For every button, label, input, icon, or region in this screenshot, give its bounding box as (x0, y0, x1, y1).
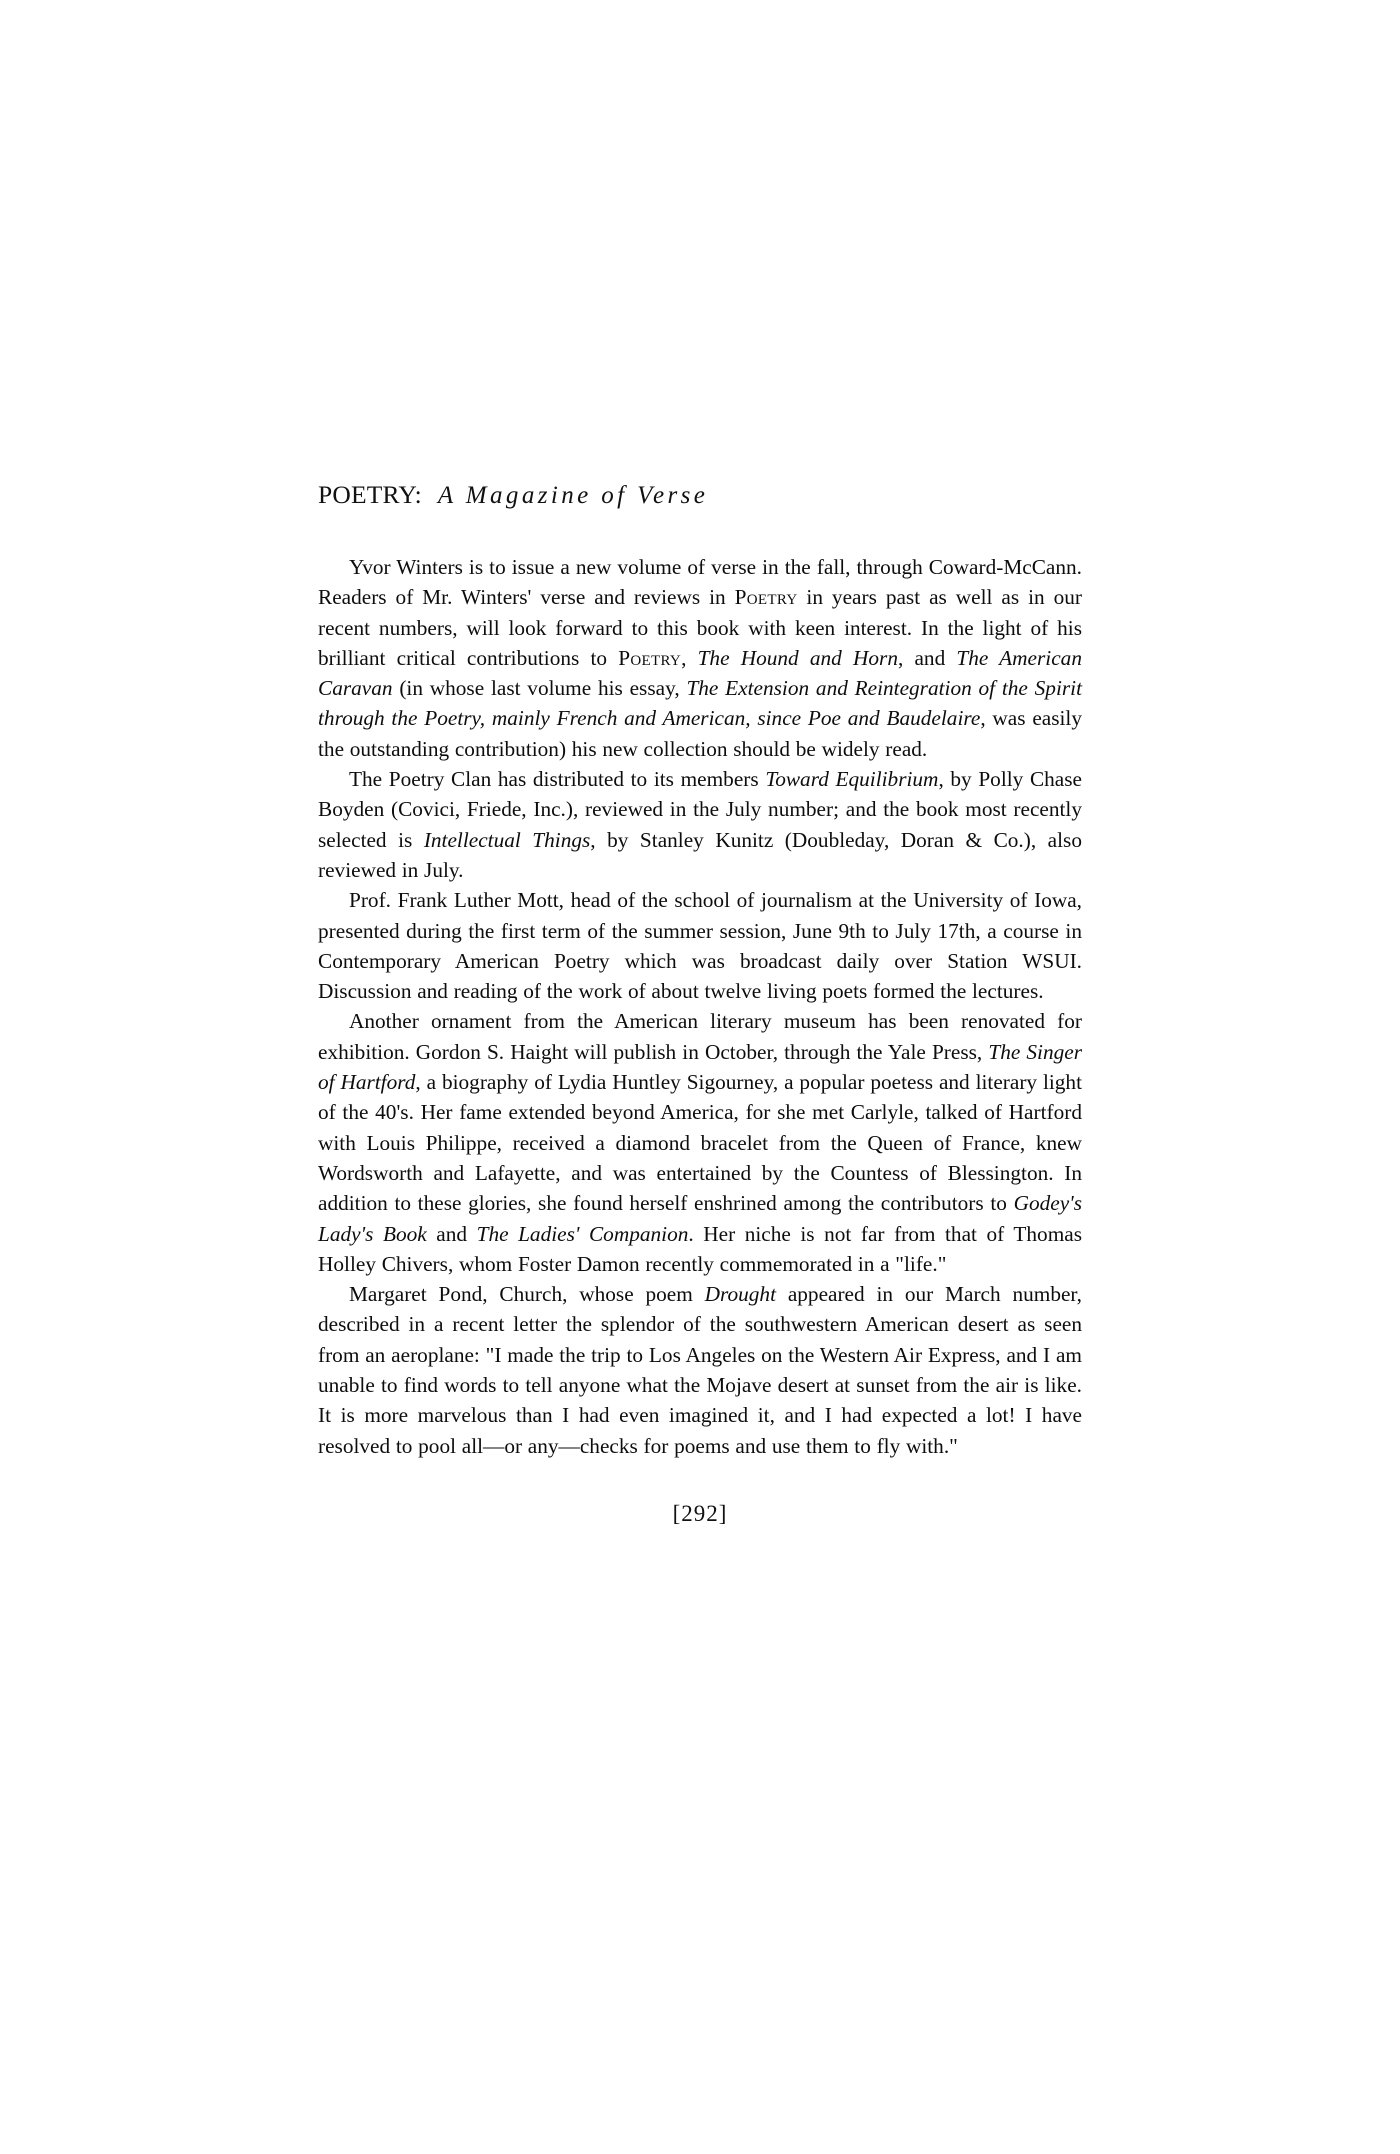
text-run: , (681, 645, 698, 670)
page-content (318, 480, 1082, 1527)
text-run: The Poetry Clan has distributed to its members (349, 767, 766, 792)
article-body (318, 552, 1082, 1461)
text-run: (in whose last volume his essay, (392, 676, 687, 701)
text-run: . Her niche is not far from that of Thomas Holley Chivers, whom Foster Damon recently commemorated in a "life." (318, 1221, 1082, 1276)
para-poetry-clan (318, 764, 1082, 885)
para-church (318, 1279, 1082, 1461)
italic-title: Intellectual Things (423, 827, 591, 852)
para-haight (318, 1006, 1082, 1279)
text-run: , a biography of Lydia Huntley Sigourney, a popular poetess and literary light of the 40's. Her fame extended beyond America, for she met Carlyle, talked of Hartford with Louis Philippe, received a diamond bracelet from the Queen of France, knew Wordsworth and Lafayette, and was entertained by the Countess of Blessington. In addition to these glories, she found herself enshrined among the contributors to (318, 1070, 1083, 1216)
text-run: , by Stanley Kunitz (Doubleday, Doran & Co.), also reviewed in July. (318, 827, 1082, 882)
small-caps-poetry: Poetry (618, 645, 682, 670)
running-head (318, 480, 1082, 510)
text-run: Another ornament from the American literary museum has been renovated for exhibition. Gordon S. Haight will publish in October, through the Yale Press, (318, 1009, 1082, 1064)
italic-title: The Singer of Hartford (318, 1039, 1082, 1095)
text-run: , was easily the outstanding contribution) his new collection should be widely read. (318, 706, 1082, 761)
text-run: in years past as well as in our recent numbers, will look forward to this book with keen interest. In the light of his brilliant critical contributions to (318, 585, 1082, 670)
text-run: Prof. Frank Luther Mott, head of the school of journalism at the University of Iowa, presented during the first term of the summer session, June 9th to July 17th, a course in Contemporary American Poetry which was broadcast daily over Station WSUI. Discussion and reading of the work of about twelve living poets formed the lectures. (318, 888, 1082, 1004)
small-caps-poetry: Poetry (734, 585, 798, 610)
text-run: appeared in our March number, described in a recent letter the splendor of the southwestern American desert as seen from an aeroplane: "I made the trip to Los Angeles on the Western Air Express, and I am unable to find words to tell anyone what the Mojave desert at sunset from the air is like. It is more marvelous than I had even imagined it, and I had expected a lot! I have resolved to pool all—or any—checks for poems and use them to fly with." (318, 1282, 1082, 1458)
text-run: , and (897, 645, 957, 670)
running-head-title: POETRY: (318, 480, 422, 509)
italic-title: The American Caravan (318, 645, 1082, 701)
italic-title: Drought (704, 1282, 776, 1307)
italic-title: Godey's Lady's Book (318, 1191, 1082, 1246)
para-mott (318, 885, 1082, 1006)
italic-title: The Ladies' Companion (476, 1221, 689, 1246)
para-winters (318, 552, 1082, 764)
italic-title: The Extension and Reintegration of the Spirit through the Poetry, mainly French and American, since Poe and Baudelaire (318, 676, 1082, 731)
page-folio: [292] (672, 1500, 728, 1526)
italic-title: The Hound and Horn (697, 645, 898, 670)
text-run: and (426, 1221, 477, 1246)
running-head-subtitle: A Magazine of Verse (437, 482, 709, 509)
italic-title: Toward Equilibrium (765, 767, 939, 792)
text-run: Margaret Pond, Church, whose poem (349, 1282, 705, 1307)
text-run: Yvor Winters is to issue a new volume of verse in the fall, through Coward-McCann. Readers of Mr. Winters' verse and reviews in (318, 555, 1082, 610)
text-run: , by Polly Chase Boyden (Covici, Friede, Inc.), reviewed in the July number; and the book most recently selected is (318, 767, 1083, 852)
